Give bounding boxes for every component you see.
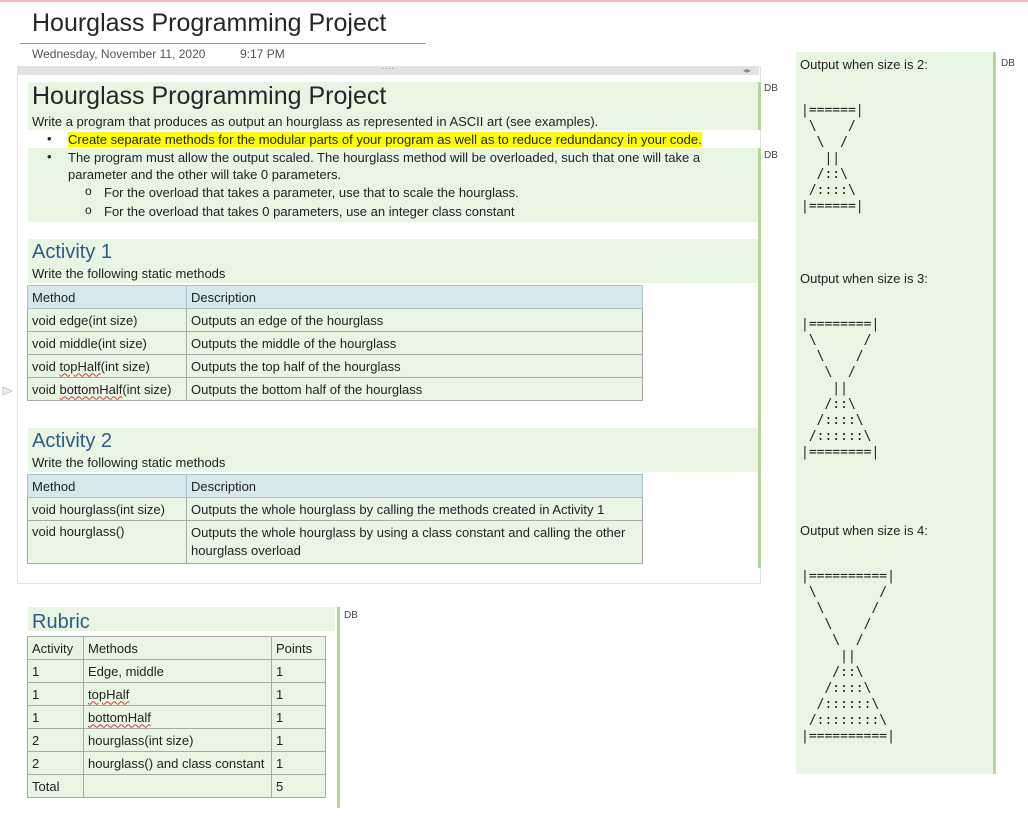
rubric-title[interactable]: Rubric <box>32 611 90 633</box>
activity-cell[interactable]: 1 <box>28 683 84 706</box>
sub-bullet-1-text[interactable]: For the overload that takes a parameter, use that to scale the hourglass. <box>104 185 519 200</box>
output-size2-art[interactable]: |======| \ / \ / || /::\ /::::\ |======| <box>801 103 864 214</box>
method-prefix: void <box>32 358 60 374</box>
sub-bullet-2-text[interactable]: For the overload that takes 0 parameters, use an integer class constant <box>104 204 515 219</box>
methods-cell[interactable] <box>84 706 272 729</box>
table-header-method[interactable]: Method <box>28 475 187 498</box>
drag-handle-dots-icon[interactable]: ···· <box>381 63 395 74</box>
table-header-row <box>28 286 643 309</box>
bullet-2-text-cont[interactable]: parameter and the other will take 0 parameters. <box>68 167 342 182</box>
description-cell[interactable]: Outputs the middle of the hourglass <box>187 332 643 355</box>
description-cell[interactable]: Outputs an edge of the hourglass <box>187 309 643 332</box>
description-cell[interactable]: Outputs the bottom half of the hourglass <box>187 378 643 401</box>
points-cell[interactable]: 1 <box>272 660 326 683</box>
activity1-subtitle[interactable]: Write the following static methods <box>32 266 226 281</box>
table-header-points[interactable]: Points <box>272 637 326 660</box>
activity2-title[interactable]: Activity 2 <box>32 430 113 452</box>
highlighted-text: Create separate methods for the modular parts of your program as well as to reduce redundancy in your code. <box>68 132 702 147</box>
bullet-dot-icon: • <box>47 149 52 164</box>
methods-cell[interactable]: Edge, middle <box>84 660 272 683</box>
note-heading[interactable]: Hourglass Programming Project <box>32 82 387 110</box>
description-line: hourglass overload <box>191 543 301 558</box>
table-header-row <box>28 637 326 660</box>
table-header-description[interactable]: Description <box>187 475 643 498</box>
methods-cell[interactable] <box>84 775 272 798</box>
activity2-subtitle[interactable]: Write the following static methods <box>32 455 226 470</box>
table-row <box>28 706 326 729</box>
output-size2-label[interactable]: Output when size is 2: <box>800 57 928 72</box>
page-title[interactable]: Hourglass Programming Project <box>32 9 387 37</box>
bullet-dot-icon: • <box>47 131 52 146</box>
table-row <box>28 752 326 775</box>
page-date: Wednesday, November 11, 2020 <box>32 47 206 61</box>
table-row <box>28 729 326 752</box>
methods-cell[interactable] <box>84 683 272 706</box>
table-header-activity[interactable]: Activity <box>28 637 84 660</box>
misspelled-word[interactable]: bottomHalf <box>59 381 123 397</box>
activity2-table <box>27 474 643 564</box>
method-cell[interactable]: void hourglass(int size) <box>28 498 187 521</box>
table-row <box>28 660 326 683</box>
activity1-title[interactable]: Activity 1 <box>32 241 113 263</box>
row-handle-arrow-icon[interactable] <box>2 386 14 396</box>
points-cell[interactable]: 5 <box>272 775 326 798</box>
page-time: 9:17 PM <box>240 47 285 61</box>
sub-bullet-circle-icon: o <box>85 184 92 198</box>
output-size3-art[interactable]: |========| \ / \ / \ / || /::\ /::::\ /::::::\ |========| <box>801 317 880 460</box>
author-tag: DB <box>764 150 778 161</box>
table-row <box>28 332 643 355</box>
author-tag: DB <box>1001 58 1015 69</box>
table-header-method[interactable]: Method <box>28 286 187 309</box>
points-cell[interactable]: 1 <box>272 706 326 729</box>
methods-cell[interactable]: hourglass() and class constant <box>84 752 272 775</box>
table-row <box>28 683 326 706</box>
activity-cell[interactable]: 2 <box>28 752 84 775</box>
sub-bullet-circle-icon: o <box>85 203 92 217</box>
points-cell[interactable]: 1 <box>272 752 326 775</box>
table-row <box>28 355 643 378</box>
table-row <box>28 378 643 401</box>
method-cell[interactable]: void edge(int size) <box>28 309 187 332</box>
table-header-description[interactable]: Description <box>187 286 643 309</box>
table-row <box>28 521 643 564</box>
activity1-table <box>27 285 643 401</box>
title-underline <box>20 43 426 44</box>
method-prefix: void <box>32 381 60 397</box>
author-bar <box>758 82 761 130</box>
author-bar <box>758 148 761 568</box>
author-tag: DB <box>344 610 358 621</box>
output-size4-label[interactable]: Output when size is 4: <box>800 523 928 538</box>
misspelled-word[interactable]: topHalf <box>59 358 101 374</box>
table-row <box>28 309 643 332</box>
method-suffix: (int size) <box>100 358 150 374</box>
author-bar <box>993 52 996 774</box>
resize-arrows-icon[interactable]: ◂▸ <box>743 66 752 75</box>
description-line: Outputs the whole hourglass by using a class constant and calling the other <box>191 525 626 540</box>
rubric-table <box>27 636 326 798</box>
author-bar <box>337 607 340 808</box>
misspelled-word[interactable]: bottomHalf <box>88 709 151 725</box>
points-cell[interactable]: 1 <box>272 683 326 706</box>
bullet-1-text[interactable] <box>68 131 702 148</box>
method-cell[interactable] <box>28 378 187 401</box>
method-cell[interactable]: void middle(int size) <box>28 332 187 355</box>
window-top-border <box>0 0 1028 2</box>
output-size4-art[interactable]: |==========| \ / \ / \ / \ / || /::\ /::::\ /::::::\ /::::::::\ |==========| <box>801 569 895 744</box>
method-cell[interactable]: void hourglass() <box>28 521 187 564</box>
points-cell[interactable]: 1 <box>272 729 326 752</box>
activity-cell[interactable]: 2 <box>28 729 84 752</box>
activity-cell[interactable]: 1 <box>28 660 84 683</box>
activity-cell[interactable]: 1 <box>28 706 84 729</box>
table-row <box>28 498 643 521</box>
table-header-methods[interactable]: Methods <box>84 637 272 660</box>
intro-text[interactable]: Write a program that produces as output an hourglass as represented in ASCII art (see examples). <box>32 114 599 129</box>
description-cell[interactable]: Outputs the whole hourglass by calling the methods created in Activity 1 <box>187 498 643 521</box>
method-cell[interactable] <box>28 355 187 378</box>
output-size3-label[interactable]: Output when size is 3: <box>800 271 928 286</box>
description-cell[interactable] <box>187 521 643 564</box>
activity-cell[interactable]: Total <box>28 775 84 798</box>
methods-cell[interactable]: hourglass(int size) <box>84 729 272 752</box>
bullet-2-text[interactable]: The program must allow the output scaled. The hourglass method will be overloaded, such that one will take a <box>68 150 701 165</box>
author-tag: DB <box>764 83 778 94</box>
table-header-row <box>28 475 643 498</box>
description-cell[interactable]: Outputs the top half of the hourglass <box>187 355 643 378</box>
method-suffix: (int size) <box>122 381 172 397</box>
misspelled-word[interactable]: topHalf <box>88 686 130 702</box>
table-total-row <box>28 775 326 798</box>
